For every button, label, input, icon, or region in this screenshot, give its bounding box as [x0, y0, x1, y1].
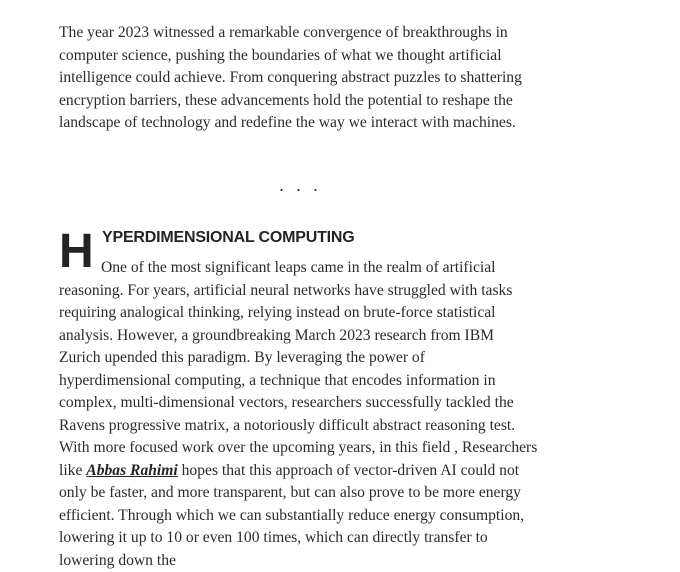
body-text-after-link: hopes that this approach of vector-driven AI could not only be faster, and more transparent, but can also prove to be more energy efficient. Through which we can substantially reduce energy consumption, lowering it up to 10 or even 100 times, which can directly transfer to lowering down the [59, 461, 525, 569]
drop-cap: H [59, 225, 94, 278]
section-heading-text: YPERDIMENSIONAL COMPUTING [102, 229, 355, 246]
section-body-paragraph [59, 257, 539, 572]
section-hyperdimensional-computing [59, 227, 539, 572]
article [59, 22, 539, 569]
section-heading [59, 225, 539, 278]
section-separator: ... [279, 175, 331, 195]
body-text-before-link: One of the most significant leaps came in the realm of artificial reasoning. For years, artificial neural networks have struggled with tasks requiring analogical thinking, relying instead on brute-force statistical analysis. However, a groundbreaking March 2023 research from IBM Zurich upended this paradigm. By leveraging the power of hyperdimensional computing, a technique that encodes information in complex, multi-dimensional vectors, researchers successfully tackled the Ravens progressive matrix, a notoriously difficult abstract reasoning test. With more focused work over the upcoming years, in this field , Researchers like [59, 259, 538, 479]
author-link-abbas-rahimi[interactable]: Abbas Rahimi [86, 461, 178, 479]
intro-paragraph: The year 2023 witnessed a remarkable convergence of breakthroughs in computer science, pushing the boundaries of what we thought artificial intelligence could achieve. From conquering abstract puzzles to shattering encryption barriers, these advancements hold the potential to reshape the landscape of technology and redefine the way we interact with machines. [59, 24, 522, 131]
